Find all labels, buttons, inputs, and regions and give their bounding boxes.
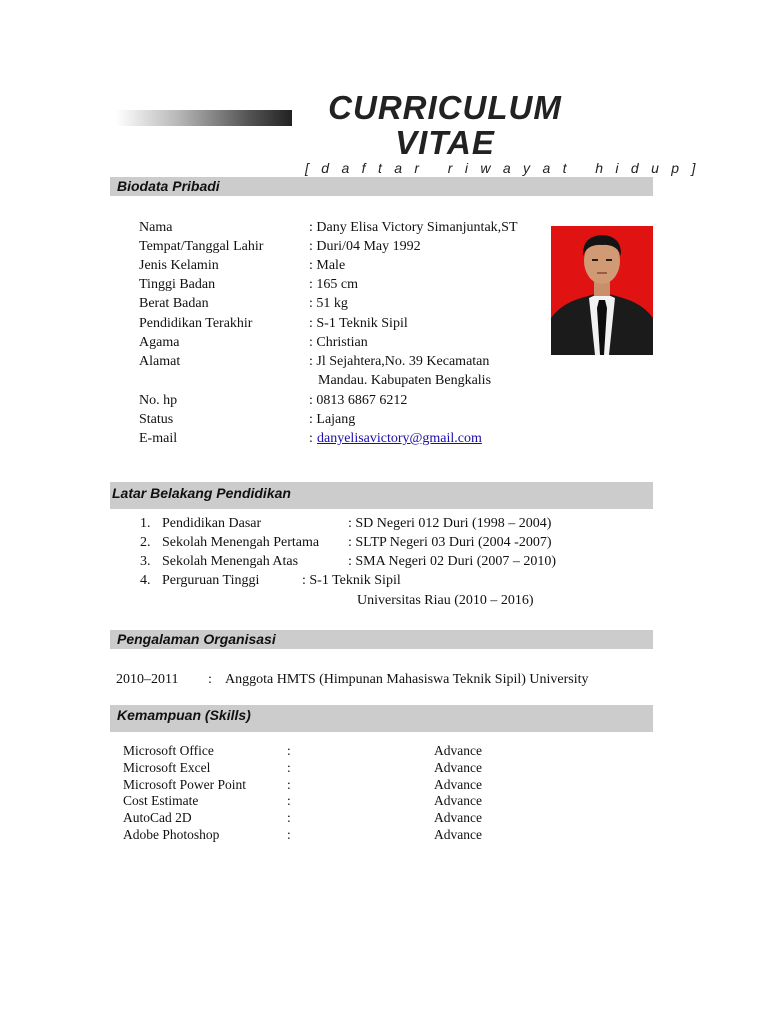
biodata-value: : Lajang (309, 412, 356, 427)
education-value: Universitas Riau (2010 – 2016) (357, 593, 534, 608)
education-number: 2. (140, 535, 151, 550)
profile-photo (551, 226, 653, 355)
skill-level: Advance (434, 793, 482, 809)
skill-separator: : (287, 776, 291, 792)
biodata-label: No. hp (139, 393, 178, 408)
biodata-label: Berat Badan (139, 296, 209, 311)
decorative-gradient-bar (116, 110, 292, 126)
biodata-label: Pendidikan Terakhir (139, 316, 253, 331)
skill-level: Advance (434, 810, 482, 826)
biodata-label: Jenis Kelamin (139, 258, 219, 273)
skill-level: Advance (434, 776, 482, 792)
education-value: : S-1 Teknik Sipil (302, 573, 401, 588)
biodata-value: : 51 kg (309, 296, 348, 311)
biodata-value: : Duri/04 May 1992 (309, 239, 421, 254)
education-label: Sekolah Menengah Atas (162, 554, 299, 569)
section-title: Kemampuan (Skills) (117, 707, 251, 723)
section-header-biodata (110, 177, 653, 196)
education-number: 3. (140, 554, 151, 569)
skill-level: Advance (434, 827, 482, 842)
education-label: Perguruan Tinggi (162, 573, 260, 588)
biodata-label: Tempat/Tanggal Lahir (139, 239, 264, 254)
section-title: Biodata Pribadi (117, 178, 220, 194)
skill-separator: : (287, 793, 291, 809)
title-line-1: CURRICULUM (328, 89, 562, 126)
skill-level: Advance (434, 759, 482, 775)
skill-level: Advance (434, 743, 482, 758)
education-label: Sekolah Menengah Pertama (162, 535, 320, 550)
section-title: Latar Belakang Pendidikan (112, 485, 291, 501)
biodata-value: : Christian (309, 335, 368, 350)
skill-separator: : (287, 810, 291, 826)
biodata-value: : S-1 Teknik Sipil (309, 316, 408, 331)
section-header-education (110, 482, 653, 509)
skill-name: AutoCad 2D (123, 810, 192, 826)
biodata-label: Status (139, 412, 174, 427)
organization-years: 2010–2011 (116, 672, 179, 687)
section-title: Pengalaman Organisasi (117, 631, 276, 647)
skill-name: Microsoft Office (123, 743, 214, 758)
education-number: 1. (140, 516, 151, 531)
biodata-label: Tinggi Badan (139, 277, 216, 292)
section-header-skills (110, 705, 653, 732)
education-label: Pendidikan Dasar (162, 516, 262, 531)
skill-name: Adobe Photoshop (123, 827, 220, 842)
biodata-value: : 0813 6867 6212 (309, 393, 408, 408)
education-value: : SLTP Negeri 03 Duri (2004 -2007) (348, 535, 552, 550)
biodata-label: E-mail (139, 431, 178, 446)
biodata-label: Nama (139, 220, 173, 235)
biodata-label: Alamat (139, 354, 181, 369)
biodata-value: : Male (309, 258, 346, 273)
skill-name: Microsoft Power Point (123, 776, 246, 792)
section-header-organization (110, 630, 653, 649)
education-number: 4. (140, 573, 151, 588)
organization-description: Anggota HMTS (Himpunan Mahasiswa Teknik Sipil) University (225, 672, 589, 687)
biodata-value: Mandau. Kabupaten Bengkalis (318, 373, 492, 388)
organization-separator: : (208, 672, 212, 687)
education-value: : SMA Negeri 02 Duri (2007 – 2010) (348, 554, 557, 569)
biodata-value: : 165 cm (309, 277, 358, 292)
biodata-separator: : (309, 431, 313, 446)
title-line-2: VITAE (395, 124, 495, 161)
education-value: : SD Negeri 012 Duri (1998 – 2004) (348, 516, 552, 531)
biodata-value: : Jl Sejahtera,No. 39 Kecamatan (309, 354, 490, 369)
email-link[interactable]: danyelisavictory@gmail.com (317, 431, 482, 446)
skill-separator: : (287, 759, 291, 775)
subtitle: [daftar riwayat hidup] (305, 160, 708, 176)
skill-name: Microsoft Excel (123, 759, 211, 775)
biodata-label: Agama (139, 335, 180, 350)
skill-separator: : (287, 743, 291, 758)
biodata-value: : Dany Elisa Victory Simanjuntak,ST (309, 220, 518, 235)
skill-separator: : (287, 827, 291, 842)
skill-name: Cost Estimate (123, 793, 199, 809)
